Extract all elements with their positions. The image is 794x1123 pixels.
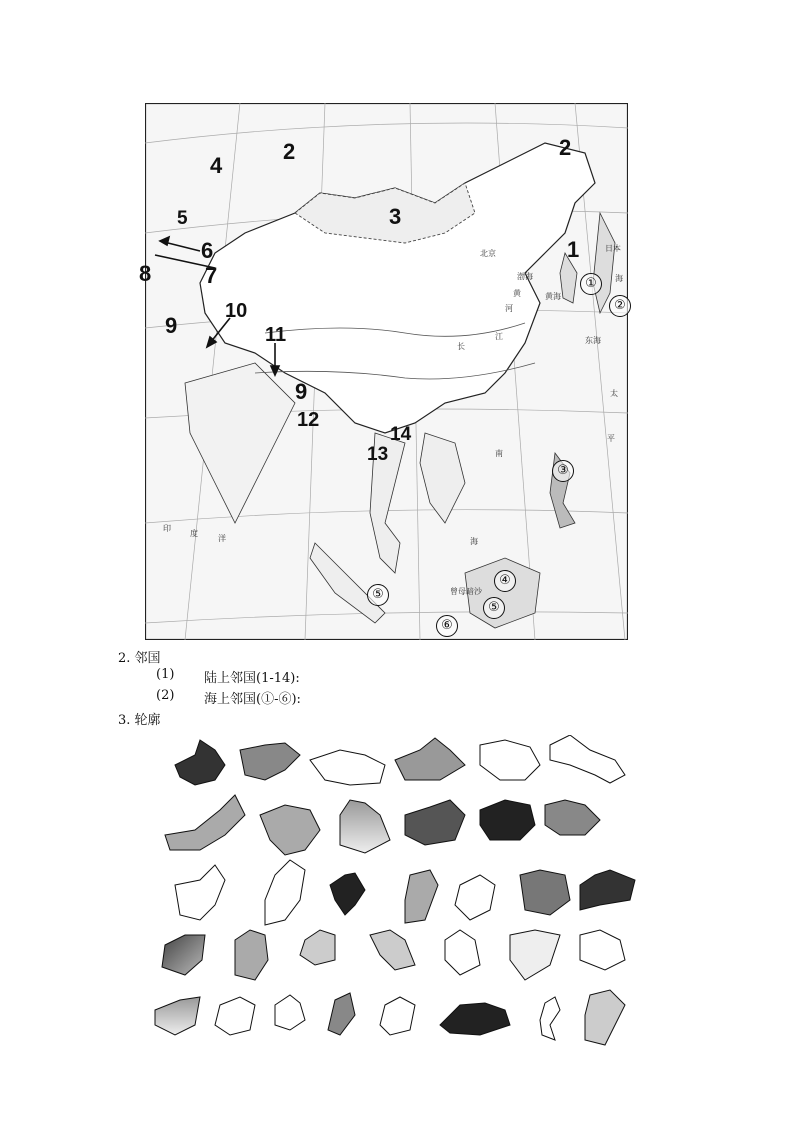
land-label-11: 11 xyxy=(265,324,287,346)
sea-label-5b: ⑤ xyxy=(483,597,505,619)
land-label-9b: 9 xyxy=(295,379,308,404)
section2-item1-num: (1) xyxy=(156,667,175,682)
province-shape-9 xyxy=(340,800,390,853)
place-hai: 海 xyxy=(615,274,623,283)
land-label-3: 3 xyxy=(389,204,402,229)
province-shape-25 xyxy=(510,930,560,980)
province-shape-34 xyxy=(585,990,625,1045)
place-huang: 黄 xyxy=(513,289,521,298)
province-shape-1 xyxy=(175,740,225,785)
land-label-7: 7 xyxy=(205,263,218,288)
place-chang: 长 xyxy=(457,342,465,351)
land-label-10: 10 xyxy=(225,300,248,322)
place-ping: 平 xyxy=(607,434,615,443)
sea-label-6: ⑥ xyxy=(436,615,458,637)
province-shape-15 xyxy=(330,873,365,915)
land-label-2a: 2 xyxy=(283,139,296,164)
province-shape-28 xyxy=(215,997,255,1035)
place-he: 河 xyxy=(505,304,513,313)
province-shape-3 xyxy=(310,750,385,785)
province-shape-13 xyxy=(175,865,225,920)
province-shape-26 xyxy=(580,930,625,970)
province-outlines-grid xyxy=(140,735,650,1065)
province-shape-19 xyxy=(580,870,635,910)
sea-label-2: ② xyxy=(609,295,631,317)
section2-item2-num: (2) xyxy=(156,688,175,703)
province-shape-8 xyxy=(260,805,320,855)
section2-heading: 2. 邻国 xyxy=(118,651,161,666)
province-shape-4 xyxy=(395,738,465,780)
province-shape-20 xyxy=(162,935,205,975)
province-shape-11 xyxy=(480,800,535,840)
section2-item2-text: 海上邻国(①-⑥): xyxy=(204,692,301,707)
province-shape-10 xyxy=(405,800,465,845)
province-shape-12 xyxy=(545,800,600,835)
place-bohai: 渤海 xyxy=(517,272,533,281)
province-shape-24 xyxy=(445,930,480,975)
land-label-6: 6 xyxy=(201,238,214,263)
province-shape-5 xyxy=(480,740,540,780)
land-label-2b: 2 xyxy=(559,135,572,160)
province-shape-22 xyxy=(300,930,335,965)
place-zengmu: 曾母暗沙 xyxy=(450,587,482,596)
land-label-5: 5 xyxy=(177,208,188,229)
place-riben: 日本 xyxy=(605,244,621,253)
sea-label-4: ④ xyxy=(494,570,516,592)
asia-neighbors-map xyxy=(139,103,628,640)
land-label-8: 8 xyxy=(139,261,152,286)
place-beijing: 北京 xyxy=(480,249,496,258)
place-yang: 洋 xyxy=(218,534,226,543)
province-shape-2 xyxy=(240,743,300,780)
land-label-9a: 9 xyxy=(165,313,178,338)
place-tai: 太 xyxy=(610,389,618,398)
province-shape-33 xyxy=(540,997,560,1040)
sea-label-5a: ⑤ xyxy=(367,584,389,606)
province-shape-30 xyxy=(328,993,355,1035)
place-du: 度 xyxy=(190,529,198,538)
province-shape-17 xyxy=(455,875,495,920)
province-shape-7 xyxy=(165,795,245,850)
place-jiang: 江 xyxy=(495,332,503,341)
place-donghai: 东海 xyxy=(585,336,601,345)
province-shape-18 xyxy=(520,870,570,915)
outlines-graphic xyxy=(140,735,650,1065)
place-hai2: 海 xyxy=(470,537,478,546)
sea-label-1: ① xyxy=(580,273,602,295)
land-label-4: 4 xyxy=(210,153,223,178)
province-shape-31 xyxy=(380,997,415,1035)
land-label-14: 14 xyxy=(390,424,412,445)
province-shape-16 xyxy=(405,870,438,923)
land-label-1: 1 xyxy=(567,237,580,262)
province-shape-32 xyxy=(440,1003,510,1035)
land-label-13: 13 xyxy=(367,444,389,465)
section3-heading: 3. 轮廓 xyxy=(118,713,161,728)
province-shape-6 xyxy=(550,735,625,783)
section2-item1-text: 陆上邻国(1-14): xyxy=(204,671,300,686)
sea-label-3: ③ xyxy=(552,460,574,482)
province-shape-29 xyxy=(275,995,305,1030)
province-shape-23 xyxy=(370,930,415,970)
land-label-12: 12 xyxy=(297,409,320,431)
place-nan: 南 xyxy=(495,449,503,458)
province-shape-27 xyxy=(155,997,200,1035)
province-shape-21 xyxy=(235,930,268,980)
place-huanghai: 黄海 xyxy=(545,292,561,301)
province-shape-14 xyxy=(265,860,305,925)
place-yin: 印 xyxy=(163,524,171,533)
map-graphic xyxy=(145,103,628,640)
